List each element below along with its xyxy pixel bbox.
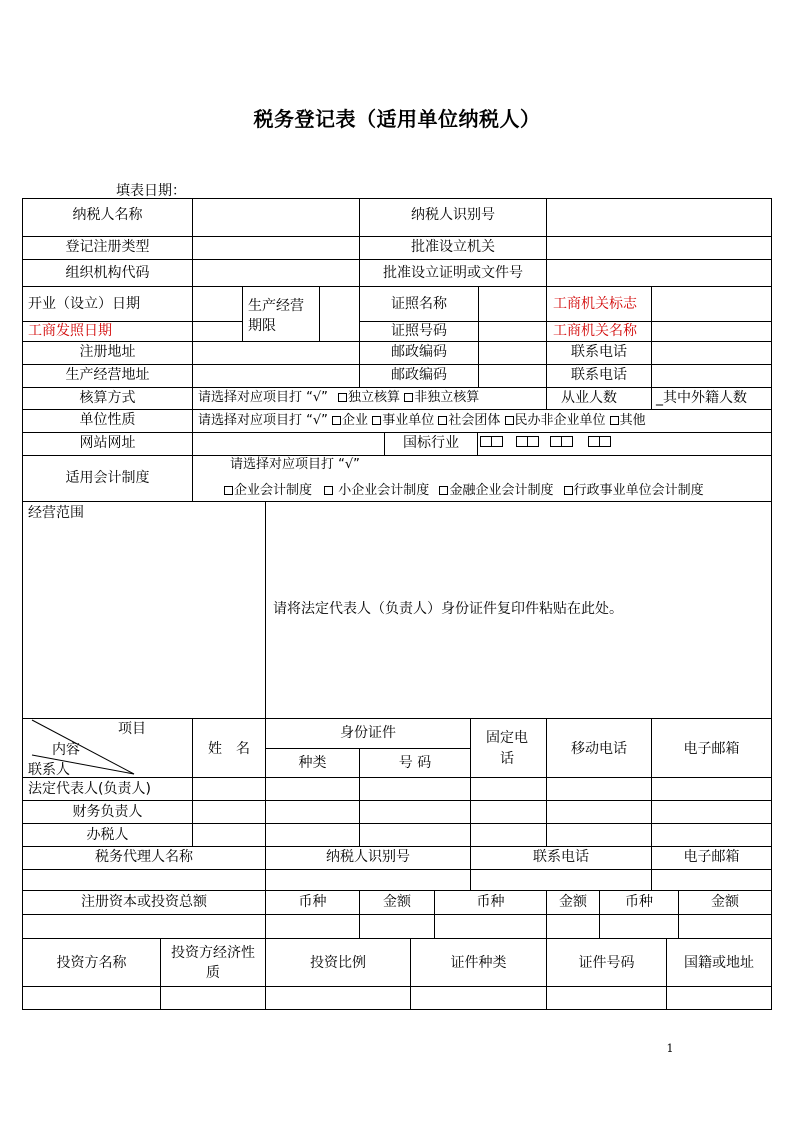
social-group-checkbox[interactable] (438, 416, 447, 425)
enterprise-checkbox[interactable] (332, 416, 341, 425)
independent-checkbox[interactable] (338, 393, 347, 402)
website-label: 网站网址 (79, 435, 136, 451)
finance-head-id-no-field[interactable] (359, 800, 471, 824)
fixed-phone-header: 固定电话 (486, 730, 528, 767)
finance-accounting-label: 金融企业会计制度 (449, 483, 554, 498)
license-name-value: 工商机关标志 (553, 296, 637, 312)
capital-label: 注册资本或投资总额 (81, 894, 207, 910)
id-doc-header: 身份证件 (340, 725, 396, 741)
investor-name-field[interactable] (22, 986, 161, 1010)
capital-total-field[interactable] (22, 914, 266, 939)
id-type-header: 种类 (298, 755, 327, 771)
industry-code-box[interactable] (491, 436, 503, 447)
enterprise-accounting-checkbox[interactable] (224, 486, 233, 495)
start-date-field[interactable] (192, 286, 243, 322)
postcode-field-2[interactable] (478, 364, 547, 388)
small-accounting-checkbox[interactable] (324, 486, 333, 495)
finance-head-label: 财务负责人 (72, 804, 143, 820)
taxpayer-id-label: 纳税人识别号 (411, 207, 495, 223)
investor-nature-header: 投资方经济性质 (171, 945, 255, 981)
finance-head-mobile-field[interactable] (546, 800, 652, 824)
approval-org-label: 批准设立机关 (411, 239, 495, 255)
reg-address-label: 注册地址 (79, 344, 136, 360)
license-date-label: 工商发照日期 (28, 323, 112, 339)
legal-rep-label: 法定代表人(负责人) (28, 781, 151, 797)
business-scope-field[interactable] (22, 501, 266, 719)
biz-address-field[interactable] (192, 364, 360, 388)
agent-phone-header: 联系电话 (533, 849, 589, 865)
phone-field-2[interactable] (651, 364, 772, 388)
unit-nature-instruction: 请选择对应项目打 “√” (198, 413, 328, 428)
unit-nature-label: 单位性质 (79, 412, 136, 428)
agent-phone-field[interactable] (470, 869, 652, 891)
phone-label-2: 联系电话 (571, 367, 627, 383)
finance-accounting-checkbox[interactable] (439, 486, 448, 495)
license-no-field[interactable] (478, 321, 547, 342)
page-title: 税务登记表（适用单位纳税人） (253, 107, 541, 131)
reg-type-field[interactable] (192, 236, 360, 260)
approval-org-field[interactable] (546, 236, 772, 260)
postcode-label-2: 邮政编码 (391, 367, 447, 383)
phone-field-1[interactable] (651, 341, 772, 365)
currency-header-2: 币种 (476, 894, 505, 910)
id-paste-note: 请将法定代表人（负责人）身份证件复印件粘贴在此处。 (273, 601, 623, 617)
approval-doc-field[interactable] (546, 259, 772, 287)
accounting-system-options (224, 482, 704, 500)
postcode-label-1: 邮政编码 (391, 344, 447, 360)
currency-field-1[interactable] (265, 914, 360, 939)
website-field[interactable] (192, 432, 385, 456)
legal-rep-mobile-field[interactable] (546, 777, 652, 801)
business-scope-label: 经营范围 (28, 505, 84, 521)
legal-rep-id-no-field[interactable] (359, 777, 471, 801)
tax-handler-mobile-field[interactable] (546, 823, 652, 847)
name-header: 姓 名 (208, 741, 250, 757)
tax-handler-id-type-field[interactable] (265, 823, 360, 847)
investor-nationality-field[interactable] (666, 986, 772, 1010)
investor-id-no-header: 证件号码 (578, 955, 635, 971)
foreign-label: _其中外籍人数 (656, 390, 747, 406)
biz-period-field[interactable] (319, 286, 360, 342)
org-code-label: 组织机构代码 (65, 265, 150, 281)
id-no-header: 号 码 (398, 755, 432, 771)
reg-address-field[interactable] (192, 341, 360, 365)
taxpayer-id-field[interactable] (546, 198, 772, 237)
accounting-options (198, 389, 479, 407)
investor-nationality-header: 国籍或地址 (684, 955, 754, 971)
agent-id-field[interactable] (265, 869, 471, 891)
contacts-item-label: 项目 (118, 721, 146, 737)
non-independent-checkbox[interactable] (404, 393, 413, 402)
mobile-header: 移动电话 (571, 741, 627, 757)
accounting-system-instruction: 请选择对应项目打 “√” (230, 457, 360, 472)
industry-code-box[interactable] (599, 436, 611, 447)
tax-handler-name-field[interactable] (192, 823, 266, 847)
currency-field-2[interactable] (434, 914, 547, 939)
accounting-system-label: 适用会计制度 (65, 470, 150, 486)
phone-label-1: 联系电话 (571, 344, 627, 360)
agent-name-header: 税务代理人名称 (95, 849, 193, 865)
currency-header-1: 币种 (298, 894, 327, 910)
private-nonenterprise-checkbox[interactable] (505, 416, 514, 425)
finance-head-fixed-phone-field[interactable] (470, 800, 547, 824)
page-number: 1 (666, 1042, 674, 1055)
finance-head-name-field[interactable] (192, 800, 266, 824)
tax-handler-label: 办税人 (86, 827, 129, 843)
small-accounting-label: 小企业会计制度 (334, 483, 430, 498)
email-header: 电子邮箱 (683, 741, 740, 757)
social-group-label: 社会团体 (448, 413, 501, 428)
contacts-contact-label: 联系人 (28, 762, 70, 778)
license-name-field[interactable] (478, 286, 547, 322)
admin-accounting-checkbox[interactable] (564, 486, 573, 495)
approval-doc-label: 批准设立证明或文件号 (383, 265, 523, 281)
biz-address-label: 生产经营地址 (65, 367, 150, 383)
fill-date-label: 填表日期： (116, 183, 186, 199)
tax-handler-id-no-field[interactable] (359, 823, 471, 847)
investor-nature-field[interactable] (160, 986, 266, 1010)
biz-period-label: 生产经营期限 (248, 298, 304, 334)
reg-type-label: 登记注册类型 (65, 239, 150, 255)
legal-rep-name-field[interactable] (192, 777, 266, 801)
agent-name-field[interactable] (22, 869, 266, 891)
amount-field-2[interactable] (546, 914, 600, 939)
industry-code-box[interactable] (527, 436, 539, 447)
license-no-value: 工商机关名称 (553, 323, 637, 339)
industry-label: 国标行业 (403, 435, 459, 451)
investor-ratio-field[interactable] (265, 986, 411, 1010)
postcode-field-1[interactable] (478, 341, 547, 365)
license-date-field[interactable] (192, 321, 243, 342)
investor-id-no-field[interactable] (546, 986, 667, 1010)
tax-handler-email-field[interactable] (651, 823, 772, 847)
amount-field-1[interactable] (359, 914, 435, 939)
taxpayer-name-field[interactable] (192, 198, 360, 237)
amount-header-3: 金额 (711, 894, 739, 910)
agent-id-header: 纳税人识别号 (326, 849, 410, 865)
unit-nature-options (198, 412, 646, 430)
accounting-label: 核算方式 (79, 390, 136, 406)
admin-accounting-label: 行政事业单位会计制度 (573, 483, 704, 498)
legal-rep-fixed-phone-field[interactable] (470, 777, 547, 801)
institution-label: 事业单位 (382, 413, 435, 428)
accounting-instruction: 请选择对应项目打 “√” (198, 390, 328, 405)
legal-rep-email-field[interactable] (651, 777, 772, 801)
institution-checkbox[interactable] (372, 416, 381, 425)
agent-email-header: 电子邮箱 (683, 849, 740, 865)
private-nonenterprise-label: 民办非企业单位 (514, 413, 606, 428)
non-independent-label: 非独立核算 (414, 390, 480, 405)
enterprise-accounting-label: 企业会计制度 (234, 483, 313, 498)
currency-header-3: 币种 (625, 894, 653, 910)
finance-head-email-field[interactable] (651, 800, 772, 824)
contacts-content-label: 内容 (52, 742, 80, 758)
legal-rep-id-type-field[interactable] (265, 777, 360, 801)
agent-email-field[interactable] (651, 869, 772, 891)
other-checkbox[interactable] (610, 416, 619, 425)
industry-code-box[interactable] (561, 436, 573, 447)
taxpayer-name-label: 纳税人名称 (72, 207, 143, 223)
currency-field-3[interactable] (599, 914, 679, 939)
license-name-label: 证照名称 (391, 296, 447, 312)
org-code-field[interactable] (192, 259, 360, 287)
enterprise-label: 企业 (342, 413, 369, 428)
license-no-label: 证照号码 (391, 323, 447, 339)
license-name-value-field[interactable] (651, 286, 772, 322)
amount-header-2: 金额 (559, 894, 587, 910)
other-label: 其他 (619, 413, 646, 428)
start-date-label: 开业（设立）日期 (28, 296, 140, 312)
amount-header-1: 金额 (383, 894, 411, 910)
amount-field-3[interactable] (678, 914, 772, 939)
finance-head-id-type-field[interactable] (265, 800, 360, 824)
tax-handler-fixed-phone-field[interactable] (470, 823, 547, 847)
investor-id-type-header: 证件种类 (450, 955, 507, 971)
independent-label: 独立核算 (348, 390, 401, 405)
investor-ratio-header: 投资比例 (310, 955, 366, 971)
investor-name-header: 投资方名称 (56, 955, 127, 971)
investor-id-type-field[interactable] (410, 986, 547, 1010)
employees-label: 从业人数 (561, 390, 617, 406)
license-no-value-field[interactable] (651, 321, 772, 342)
